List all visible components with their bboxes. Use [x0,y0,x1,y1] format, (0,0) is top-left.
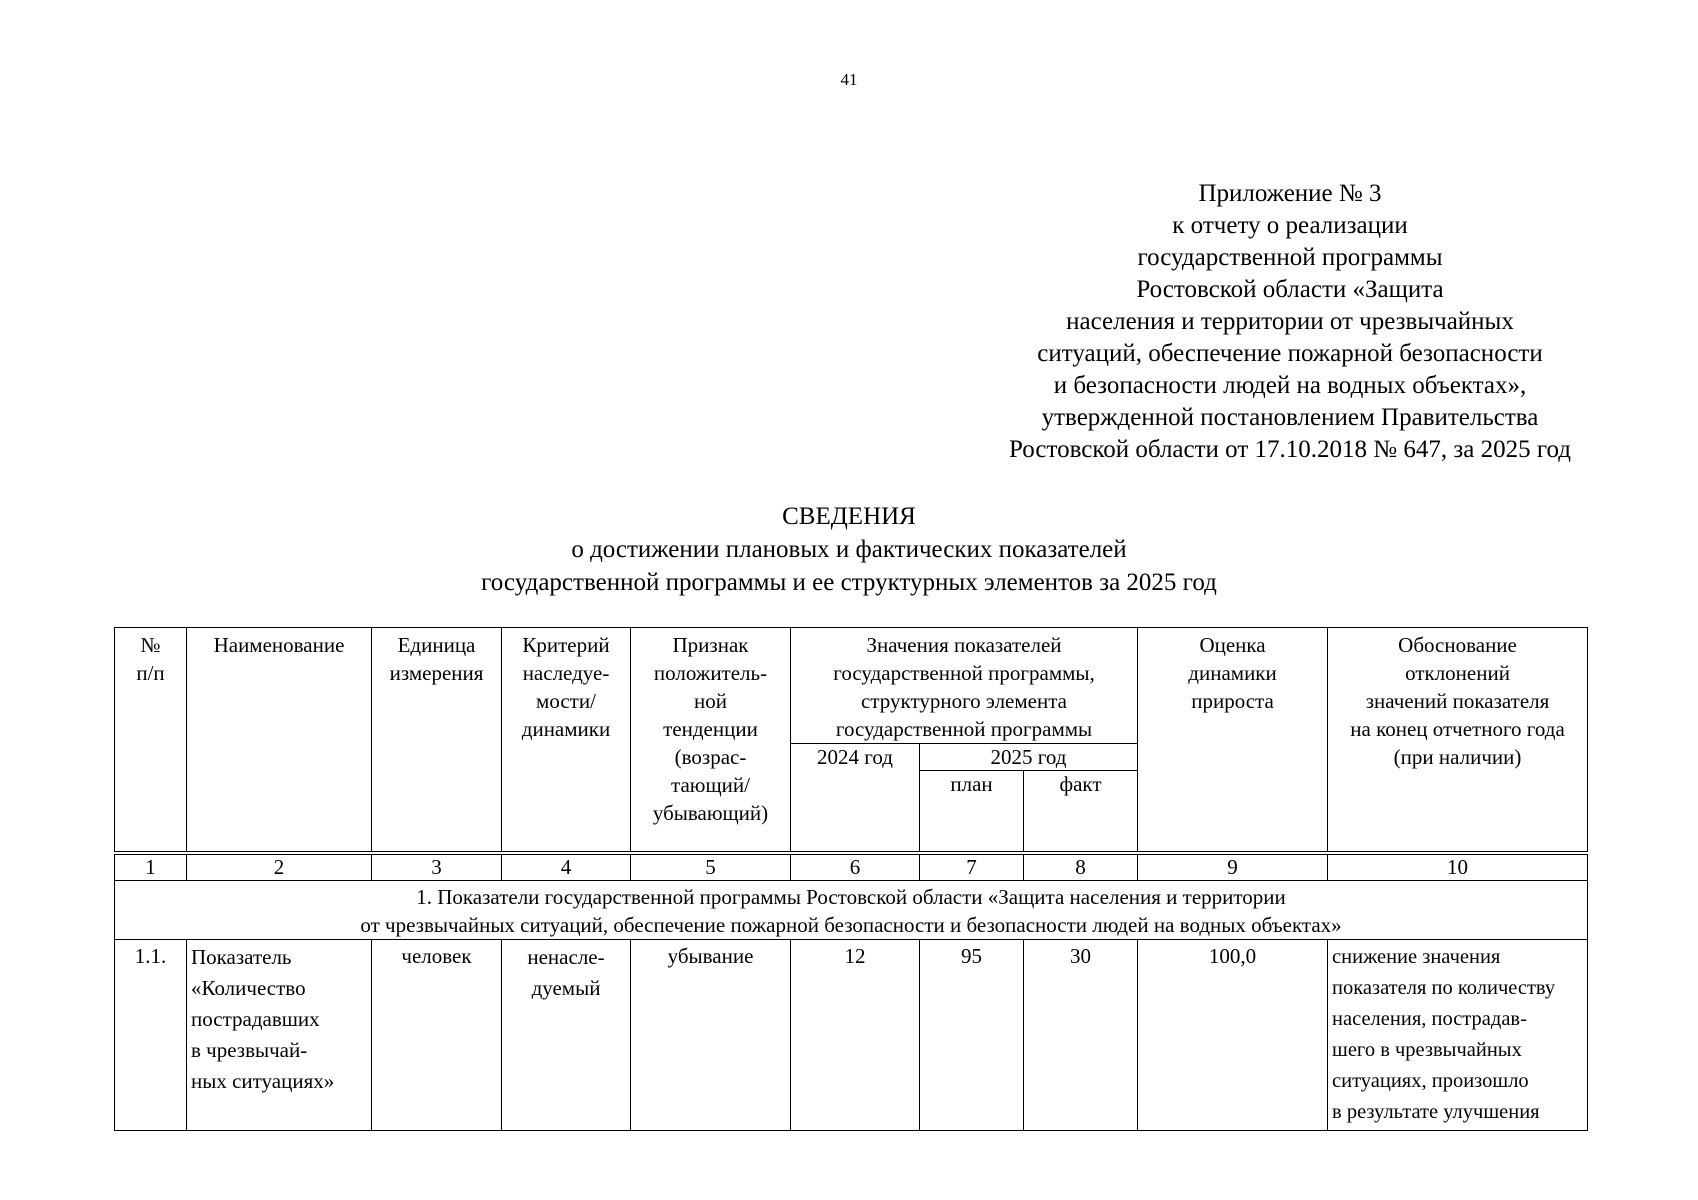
header-year-cur: 2025 год [920,744,1138,771]
header-text: Единица [397,633,476,657]
document-title: СВЕДЕНИЯ [782,503,916,530]
row-justification-line: снижение значения [1332,945,1501,968]
row-value-2024: 12 [791,939,920,1130]
header-text: отклонений [1405,661,1510,685]
header-name [187,628,372,853]
column-number: 9 [1138,853,1328,881]
header-text: Критерий [522,633,610,657]
appendix-line: утвержденной постановлением Правительства [1041,404,1539,431]
header-text: Обоснование [1398,633,1517,657]
header-text: государственной программы [835,717,1093,741]
section-title-line: от чрезвычайных ситуаций, обеспечение пожарной безопасности и безопасности людей на водных объектах» [360,912,1342,937]
row-name-line: пострадавших [191,1006,320,1031]
row-name-line: ных ситуациях» [191,1068,335,1093]
row-plan-2025: 95 [920,939,1024,1130]
row-justification-line: населения, пострадав- [1332,1007,1527,1030]
appendix-line: государственной программы [1137,244,1443,271]
header-text: положитель- [653,661,768,685]
appendix-line: Приложение № 3 [1198,180,1382,207]
header-text: структурного элемента [861,689,1067,713]
appendix-line: ситуаций, обеспечение пожарной безопасности [1037,340,1543,367]
column-number: 10 [1328,853,1588,881]
header-justification [1328,628,1588,853]
header-fact: факт [1024,771,1138,853]
row-justification-line: ситуациях, произошло [1332,1069,1529,1092]
row-justification-line: показателя по количеству [1332,976,1556,999]
header-text: убывающий) [652,801,769,825]
header-year-prev: 2024 год [791,744,920,853]
header-text: Значения показателей [866,633,1062,657]
section-row [115,880,1588,939]
row-fact-2025: 30 [1024,939,1138,1130]
row-name [187,939,372,1130]
document-subtitle-line: о достижении плановых и фактических показателей [571,536,1127,563]
table-row [115,939,1588,1130]
row-name-line: «Количество [191,975,306,1000]
header-text: Оценка [1199,633,1266,657]
header-num [115,628,187,853]
row-assessment: 100,0 [1138,939,1328,1130]
appendix-block [940,178,1640,466]
header-text: динамики [1188,661,1277,685]
row-justification-line: в результате улучшения [1332,1100,1540,1123]
header-text: значений показателя [1365,689,1550,713]
appendix-line: населения и территории от чрезвычайных [1066,308,1514,335]
appendix-line: к отчету о реализации [1172,212,1408,239]
header-text: Признак [672,633,749,657]
header-text: государственной программы, [833,661,1095,685]
header-text: ной [694,689,727,713]
header-values [791,628,1138,744]
appendix-line: и безопасности людей на водных объектах», [1053,372,1527,399]
column-number: 6 [791,853,920,881]
section-title-line: 1. Показатели государственной программы Ростовской области «Защита населения и территории [416,884,1286,909]
header-text: тающий/ [671,773,750,797]
header-plan: план [920,771,1024,853]
row-criterion [502,939,631,1130]
column-number: 3 [372,853,502,881]
row-criterion-line: дуемый [531,975,601,1000]
column-number-row [115,853,1588,881]
appendix-line: Ростовской области «Защита [1136,276,1444,303]
column-number: 8 [1024,853,1138,881]
header-unit [372,628,502,853]
row-unit: человек [372,939,502,1130]
row-criterion-line: ненасле- [527,944,605,969]
header-text: Наименование [213,633,345,657]
row-justification-line: шего в чрезвычайных [1332,1038,1522,1061]
header-text: тенденции [663,717,758,741]
header-text: измерения [389,661,484,685]
header-text: динамики [521,717,611,741]
document-heading [0,500,1698,599]
appendix-line: Ростовской области от 17.10.2018 № 647, за 2025 год [1009,436,1571,463]
row-justification [1328,939,1588,1130]
column-number: 5 [631,853,791,881]
document-subtitle-line: государственной программы и ее структурных элементов за 2025 год [481,569,1217,596]
row-trend: убывание [631,939,791,1130]
row-name-line: в чрезвычай- [191,1037,308,1062]
header-text: п/п [136,661,165,685]
header-text: на конец отчетного года [1350,717,1565,741]
header-text: прироста [1191,689,1274,713]
column-number: 7 [920,853,1024,881]
header-assessment [1138,628,1328,853]
section-title [115,880,1588,939]
column-number: 4 [502,853,631,881]
header-text: (при наличии) [1393,745,1522,769]
header-text: наследуе- [522,661,610,685]
header-criterion [502,628,631,853]
indicators-table [114,627,1588,1131]
header-row [115,628,1588,744]
page-number: 41 [840,70,858,89]
column-number: 2 [187,853,372,881]
row-num: 1.1. [115,939,187,1130]
header-text: (возрас- [674,745,747,769]
header-trend [631,628,791,853]
header-text: мости/ [536,689,596,713]
row-name-line: Показатель [191,944,292,969]
column-number: 1 [115,853,187,881]
header-text: № [140,633,161,657]
